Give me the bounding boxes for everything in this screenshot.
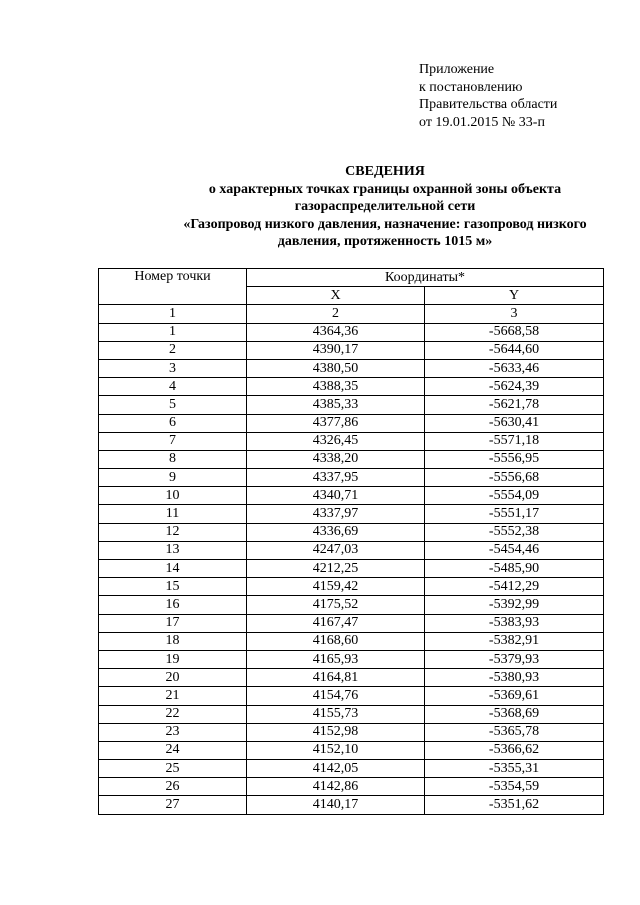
table-row [99, 487, 604, 505]
point-number-cell: 27 [99, 796, 247, 814]
appendix-line: от 19.01.2015 № 33-п [419, 114, 545, 130]
y-coordinate-cell: -5571,18 [425, 432, 604, 450]
x-coordinate-cell: 4152,98 [247, 723, 425, 741]
y-coordinate-cell: -5365,78 [425, 723, 604, 741]
point-number-cell: 18 [99, 632, 247, 650]
point-number-cell: 11 [99, 505, 247, 523]
x-coordinate-cell: 4175,52 [247, 596, 425, 614]
table-row [99, 614, 604, 632]
point-number-cell: 20 [99, 669, 247, 687]
heading-line: давления, протяженность 1015 м» [277, 234, 493, 249]
y-coordinate-cell: -5355,31 [425, 760, 604, 778]
table-row [99, 396, 604, 414]
x-coordinate-cell: 4155,73 [247, 705, 425, 723]
table-row [99, 378, 604, 396]
y-coordinate-cell: -5644,60 [425, 341, 604, 359]
table-row [99, 760, 604, 778]
table-row [99, 741, 604, 759]
point-number-cell: 13 [99, 541, 247, 559]
point-number-cell: 19 [99, 650, 247, 668]
table-row [99, 450, 604, 468]
point-number-cell: 1 [99, 323, 247, 341]
point-number-header: Номер точки [99, 269, 247, 305]
table-row [99, 596, 604, 614]
y-coordinate-cell: -5412,29 [425, 578, 604, 596]
point-number-cell: 5 [99, 396, 247, 414]
y-coordinate-cell: -5454,46 [425, 541, 604, 559]
table-row [99, 796, 604, 814]
appendix-line: к постановлению [419, 79, 523, 95]
heading-line: газораспределительной сети [294, 199, 476, 214]
table-row [99, 523, 604, 541]
y-coordinate-cell: -5621,78 [425, 396, 604, 414]
point-number-cell: 14 [99, 560, 247, 578]
y-coordinate-cell: -5552,38 [425, 523, 604, 541]
point-number-cell: 17 [99, 614, 247, 632]
y-coordinate-cell: -5392,99 [425, 596, 604, 614]
x-coordinate-cell: 4337,97 [247, 505, 425, 523]
point-number-cell: 15 [99, 578, 247, 596]
column-number: 2 [247, 305, 425, 323]
y-coordinate-cell: -5630,41 [425, 414, 604, 432]
coordinates-table [98, 268, 604, 815]
point-number-cell: 2 [99, 341, 247, 359]
y-coordinate-cell: -5633,46 [425, 359, 604, 377]
table-row [99, 505, 604, 523]
y-coordinate-cell: -5354,59 [425, 778, 604, 796]
x-header: X [247, 287, 425, 305]
y-coordinate-cell: -5668,58 [425, 323, 604, 341]
point-number-cell: 10 [99, 487, 247, 505]
x-coordinate-cell: 4168,60 [247, 632, 425, 650]
x-coordinate-cell: 4377,86 [247, 414, 425, 432]
table-row [99, 560, 604, 578]
heading-line: «Газопровод низкого давления, назначение: газопровод низкого [183, 216, 587, 232]
table-row [99, 341, 604, 359]
y-coordinate-cell: -5383,93 [425, 614, 604, 632]
x-coordinate-cell: 4159,42 [247, 578, 425, 596]
point-number-cell: 22 [99, 705, 247, 723]
point-number-cell: 25 [99, 760, 247, 778]
y-coordinate-cell: -5382,91 [425, 632, 604, 650]
x-coordinate-cell: 4142,86 [247, 778, 425, 796]
table-row [99, 359, 604, 377]
x-coordinate-cell: 4390,17 [247, 341, 425, 359]
column-number: 1 [99, 305, 247, 323]
point-number-cell: 6 [99, 414, 247, 432]
x-coordinate-cell: 4326,45 [247, 432, 425, 450]
point-number-cell: 8 [99, 450, 247, 468]
appendix-line: Приложение [419, 62, 495, 77]
column-number: 3 [425, 305, 604, 323]
y-header: Y [425, 287, 604, 305]
table-row [99, 723, 604, 741]
y-coordinate-cell: -5556,68 [425, 469, 604, 487]
x-coordinate-cell: 4340,71 [247, 487, 425, 505]
y-coordinate-cell: -5485,90 [425, 560, 604, 578]
document-title: СВЕДЕНИЯ [345, 164, 425, 179]
x-coordinate-cell: 4164,81 [247, 669, 425, 687]
x-coordinate-cell: 4167,47 [247, 614, 425, 632]
point-number-cell: 12 [99, 523, 247, 541]
point-number-cell: 16 [99, 596, 247, 614]
x-coordinate-cell: 4140,17 [247, 796, 425, 814]
y-coordinate-cell: -5556,95 [425, 450, 604, 468]
table-row [99, 432, 604, 450]
point-number-cell: 21 [99, 687, 247, 705]
y-coordinate-cell: -5379,93 [425, 650, 604, 668]
coordinates-header: Координаты* [247, 269, 604, 287]
point-number-cell: 24 [99, 741, 247, 759]
table-row [99, 687, 604, 705]
table-row [99, 632, 604, 650]
x-coordinate-cell: 4385,33 [247, 396, 425, 414]
appendix-block [419, 61, 557, 131]
x-coordinate-cell: 4142,05 [247, 760, 425, 778]
x-coordinate-cell: 4247,03 [247, 541, 425, 559]
y-coordinate-cell: -5624,39 [425, 378, 604, 396]
table-row [99, 650, 604, 668]
x-coordinate-cell: 4212,25 [247, 560, 425, 578]
y-coordinate-cell: -5554,09 [425, 487, 604, 505]
table-row [99, 669, 604, 687]
x-coordinate-cell: 4152,10 [247, 741, 425, 759]
y-coordinate-cell: -5369,61 [425, 687, 604, 705]
x-coordinate-cell: 4380,50 [247, 359, 425, 377]
table-row [99, 705, 604, 723]
x-coordinate-cell: 4337,95 [247, 469, 425, 487]
point-number-cell: 9 [99, 469, 247, 487]
table-header-row [99, 269, 604, 287]
table-row [99, 414, 604, 432]
column-numbering-row [99, 305, 604, 323]
x-coordinate-cell: 4338,20 [247, 450, 425, 468]
x-coordinate-cell: 4165,93 [247, 650, 425, 668]
heading-line: о характерных точках границы охранной зоны объекта [208, 181, 562, 197]
appendix-line: Правительства области [419, 97, 558, 112]
table-body [99, 323, 604, 814]
point-number-cell: 3 [99, 359, 247, 377]
x-coordinate-cell: 4336,69 [247, 523, 425, 541]
table-row [99, 778, 604, 796]
point-number-cell: 7 [99, 432, 247, 450]
table-row [99, 323, 604, 341]
y-coordinate-cell: -5551,17 [425, 505, 604, 523]
y-coordinate-cell: -5366,62 [425, 741, 604, 759]
table-row [99, 469, 604, 487]
table-row [99, 541, 604, 559]
point-number-cell: 26 [99, 778, 247, 796]
x-coordinate-cell: 4364,36 [247, 323, 425, 341]
point-number-cell: 23 [99, 723, 247, 741]
y-coordinate-cell: -5380,93 [425, 669, 604, 687]
point-number-cell: 4 [99, 378, 247, 396]
y-coordinate-cell: -5368,69 [425, 705, 604, 723]
x-coordinate-cell: 4388,35 [247, 378, 425, 396]
table-row [99, 578, 604, 596]
document-heading [150, 163, 620, 251]
y-coordinate-cell: -5351,62 [425, 796, 604, 814]
x-coordinate-cell: 4154,76 [247, 687, 425, 705]
